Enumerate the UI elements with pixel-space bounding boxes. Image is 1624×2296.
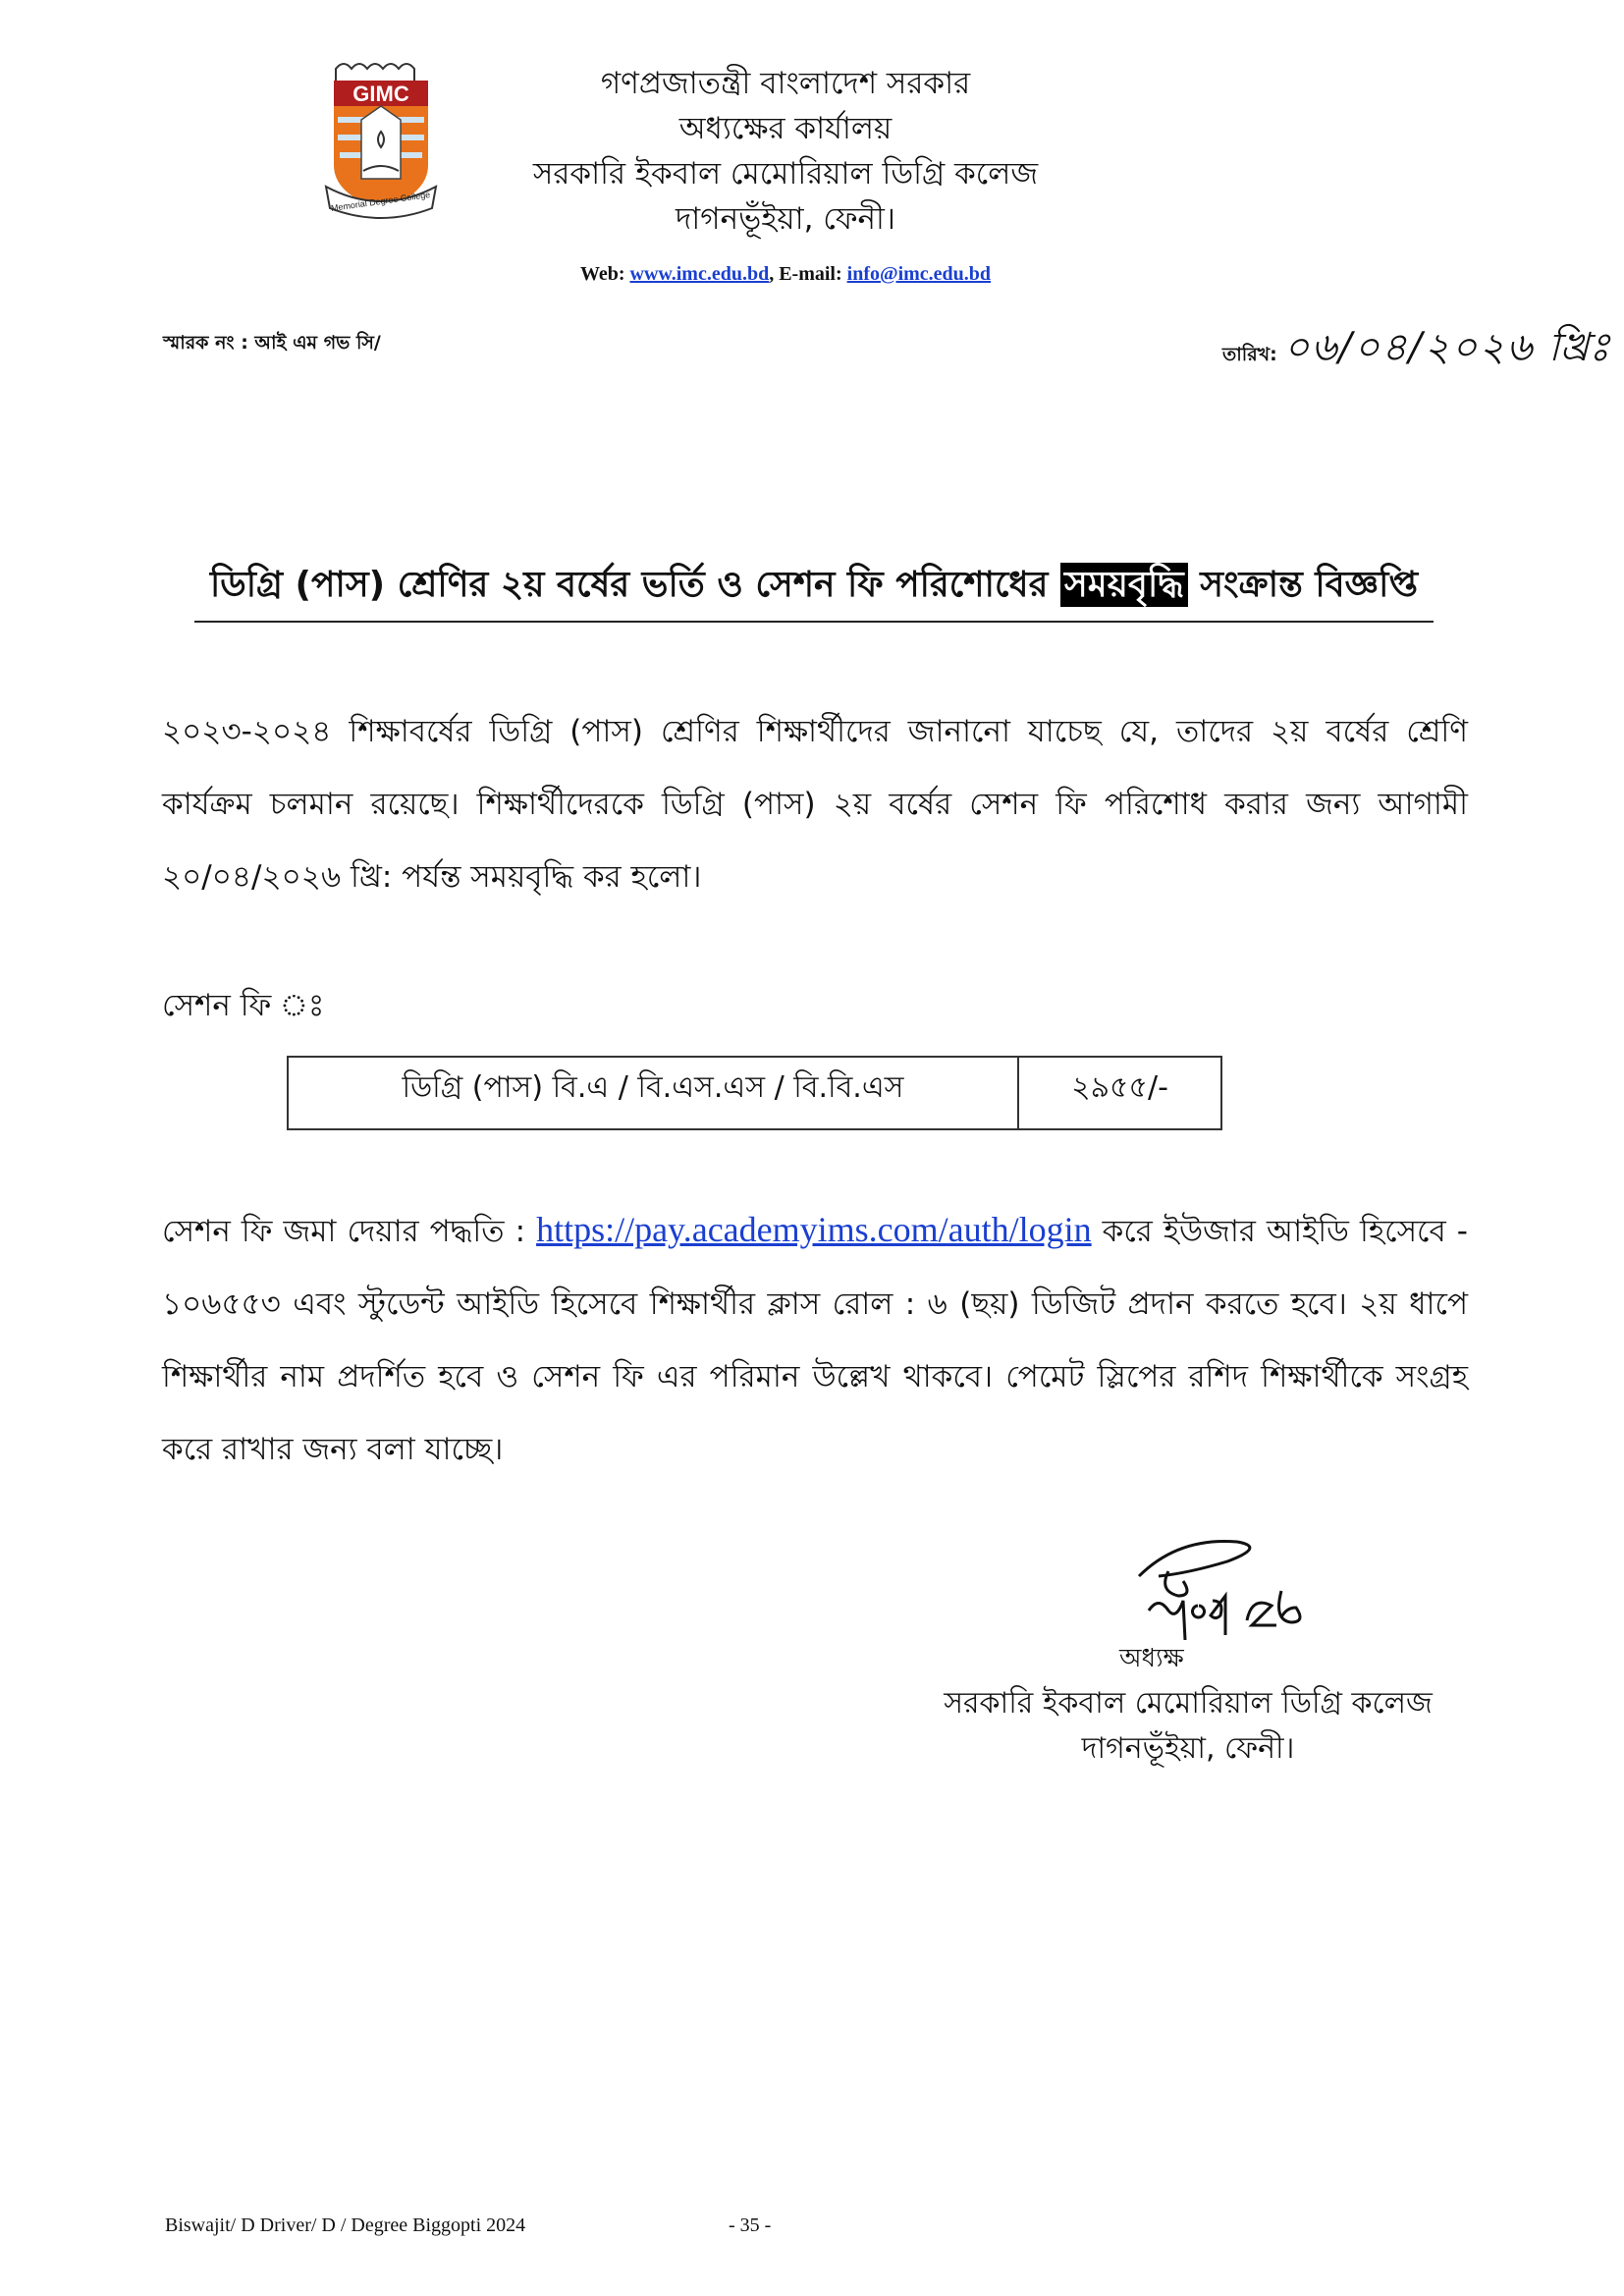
signatory-location: দাগনভূঁইয়া, ফেনী।	[1081, 1731, 1295, 1766]
fee-label: সেশন ফি ঃ	[162, 988, 325, 1023]
signatory-college: সরকারি ইকবাল মেমোরিয়াল ডিগ্রি কলেজ	[944, 1686, 1433, 1721]
svg-text:Memorial Degree College: Memorial Degree College	[330, 189, 431, 214]
signature-image	[1119, 1532, 1326, 1640]
email-link[interactable]: info@imc.edu.bd	[846, 263, 992, 285]
date	[1222, 316, 1612, 382]
payment-instructions: সেশন ফি জমা দেয়ার পদ্ধতি : https://pay.academyims.com/auth/login করে ইউজার আইডি হিসেবে - ১০৬৫৫৩ এবং স্টুডেন্ট আইডি হিসেবে শিক্ষার্থীর ক্লাস রোল : ৬ (ছয়) ডিজিট প্রদান করতে হবে। ২য় ধাপে শিক্ষার্থীর নাম প্রদর্শিত হবে ও সেশন ফি এর পরিমান উল্লেখ থাকবে। পেমেট স্লিপের রশিদ শিক্ষার্থীকে সংগ্রহ করে রাখার জন্য বলা যাচ্ছে।	[162, 1210, 1468, 1467]
notice-body: ২০২৩-২০২৪ শিক্ষাবর্ষের ডিগ্রি (পাস) শ্রেণির শিক্ষার্থীদের জানানো যাচেছ যে, তাদের ২য় বর্ষের শ্রেণি কার্যক্রম চলমান রয়েছে। শিক্ষার্থীদেরকে ডিগ্রি (পাস) ২য় বর্ষের সেশন ফি পরিশোধ করার জন্য আগামী ২০/০৪/২০২৬ খ্রি: পর্যন্ত সময়বৃদ্ধি কর হলো।	[162, 714, 1468, 895]
table-row	[288, 1057, 1221, 1129]
college-location: দাগনভূঁইয়া, ফেনী।	[676, 201, 895, 237]
footer-file-path: Biswajit/ D Driver/ D / Degree Biggopti 2024	[165, 2214, 526, 2236]
contact-line: Web: www.imc.edu.bd, E-mail: info@imc.edu.bd	[579, 263, 992, 285]
amount-cell: ২৯৫৫/-	[1018, 1057, 1221, 1129]
college-logo	[322, 61, 440, 220]
fee-table	[287, 1056, 1222, 1130]
program-cell: ডিগ্রি (পাস) বি.এ / বি.এস.এস / বি.বি.এস	[288, 1057, 1018, 1129]
notice-title: ডিগ্রি (পাস) শ্রেণির ২য় বর্ষের ভর্তি ও সেশন ফি পরিশোধের সময়বৃদ্ধি সংক্রান্ত বিজ্ঞপ্তি	[194, 558, 1434, 623]
date-value: ০৬/০৪/২০২৬ খ্রিঃ	[1283, 325, 1612, 370]
page-number: - 35 -	[729, 2214, 772, 2236]
svg-text:GIMC: GIMC	[352, 82, 409, 106]
college-name: সরকারি ইকবাল মেমোরিয়াল ডিগ্রি কলেজ	[532, 156, 1039, 191]
title-highlight: সময়বৃদ্ধি	[1060, 563, 1188, 607]
payment-link[interactable]: https://pay.academyims.com/auth/login	[536, 1210, 1092, 1249]
signatory-block	[943, 1681, 1434, 1772]
principal-designation: অধ্যক্ষ	[1119, 1644, 1184, 1673]
letterhead	[442, 61, 1129, 242]
government-name: গণপ্রজাতন্ত্রী বাংলাদেশ সরকার	[600, 66, 971, 101]
date-label: তারিখ:	[1222, 344, 1284, 365]
office-name: অধ্যক্ষের কার্যালয়	[678, 111, 893, 146]
website-link[interactable]: www.imc.edu.bd	[629, 263, 770, 285]
memo-number: স্মারক নং : আই এম গভ সি/	[163, 332, 381, 354]
